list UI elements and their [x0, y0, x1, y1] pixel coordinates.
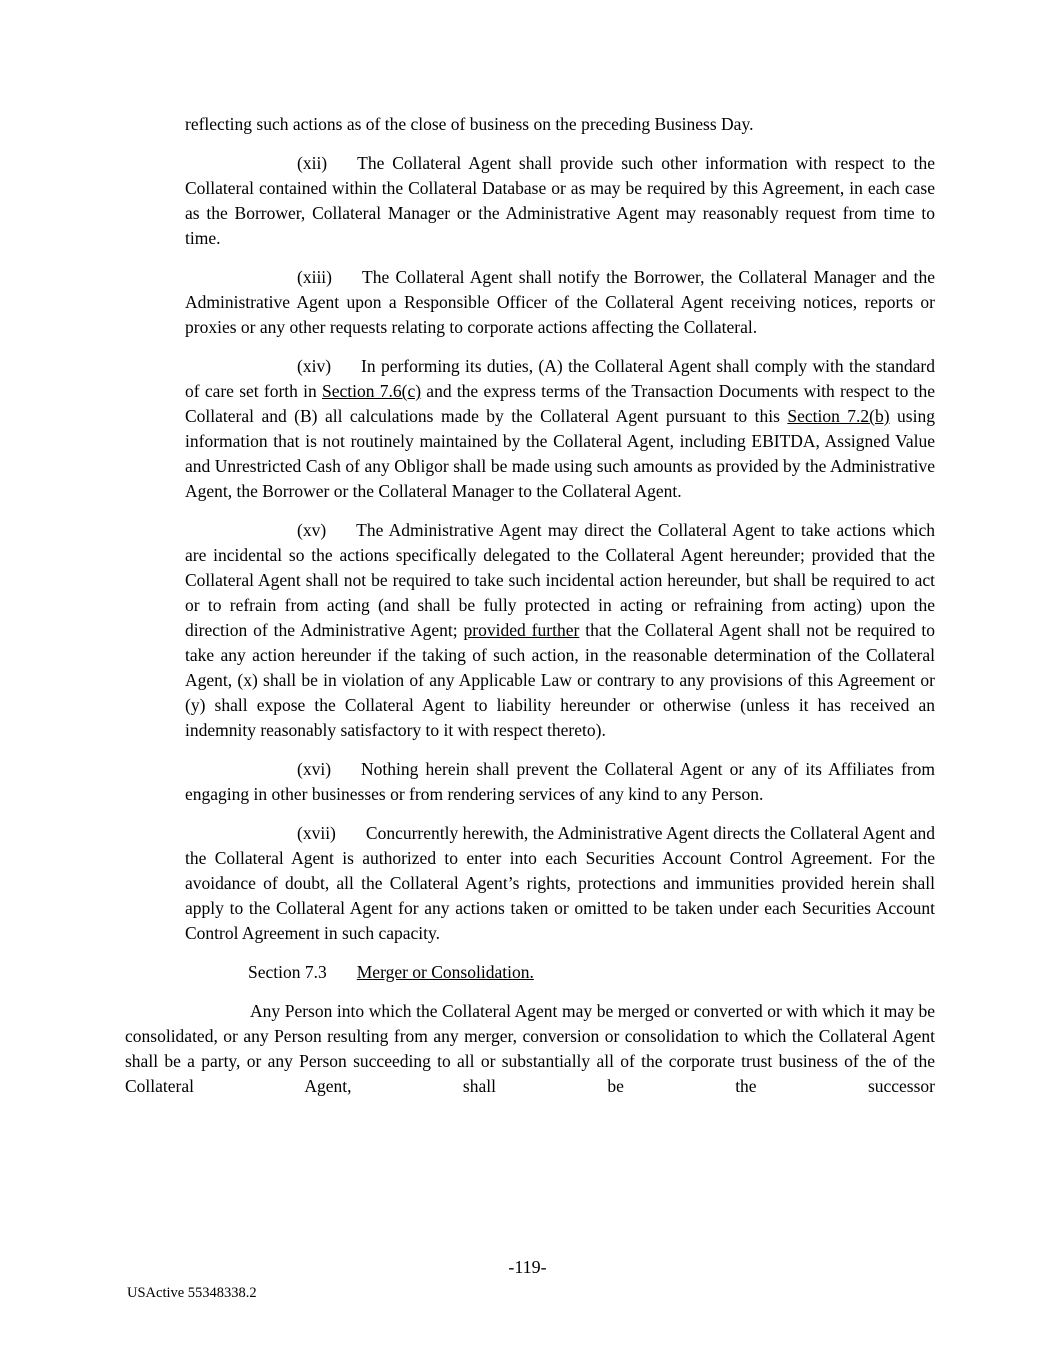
para-continuation: reflecting such actions as of the close of business on the preceding Business Day.: [185, 114, 754, 134]
section-7-3-heading: Section 7.3 Merger or Consolidation.: [248, 962, 534, 982]
para-clause-xiv: (xiv) In performing its duties, (A) the Collateral Agent shall comply with the standard of care set forth in Section 7.6(c) and the express terms of the Transaction Documents with respect to the Collateral and (B) all calculations made by the Collateral Agent pursuant to this Section 7.2(b) using information that is not routinely maintained by the Collateral Agent, including EBITDA, Assigned Value and Unrestricted Cash of any Obligor shall be made using such amounts as provided by the Administrative Agent, the Borrower or the Collateral Manager to the Collateral Agent.: [185, 356, 936, 501]
para-clause-xvii: (xvii) Concurrently herewith, the Administrative Agent directs the Collateral Agent and the Collateral Agent is authorized to enter into each Securities Account Control Agreement. For the avoidance of doubt, all the Collateral Agent’s rights, protections and immunities provided herein shall apply to the Collateral Agent for any actions taken or omitted to be taken under each Securities Account Control Agreement in such capacity.: [185, 823, 935, 943]
para-clause-xv: (xv) The Administrative Agent may direct the Collateral Agent to take actions which are incidental so the actions specifically delegated to the Collateral Agent hereunder; provided that the Collateral Agent shall not be required to take such incidental action hereunder, but shall be required to act or to refrain from acting (and shall be fully protected in acting or refraining from acting) upon the direction of the Administrative Agent; provided further that the Collateral Agent shall not be required to take any action hereunder if the taking of such action, in the reasonable determination of the Collateral Agent, (x) shall be in violation of any Applicable Law or contrary to any provisions of this Agreement or (y) shall expose the Collateral Agent to liability hereunder or otherwise (unless it has received an indemnity reasonably satisfactory to it with respect thereto).: [185, 520, 935, 740]
para-clause-xii: (xii) The Collateral Agent shall provide such other information with respect to the Collateral contained within the Collateral Database or as may be required by this Agreement, in each case as the Borrower, Collateral Manager or the Administrative Agent may reasonably request from time to time.: [185, 153, 935, 248]
para-clause-xvi: (xvi) Nothing herein shall prevent the Collateral Agent or any of its Affiliates from engaging in other businesses or from rendering services of any kind to any Person.: [185, 759, 935, 804]
document-body: [125, 112, 935, 1099]
para-clause-xiii: (xiii) The Collateral Agent shall notify the Borrower, the Collateral Manager and the Administrative Agent upon a Responsible Officer of the Collateral Agent receiving notices, reports or proxies or any other requests relating to corporate actions affecting the Collateral.: [185, 267, 935, 337]
document-id: USActive 55348338.2: [127, 1285, 257, 1301]
para-merger-consolidation: Any Person into which the Collateral Agent may be merged or converted or with which it may be consolidated, or any Person resulting from any merger, conversion or consolidation to which the Collateral Agent shall be a party, or any Person succeeding to all or substantially all of the corporate trust business of the of the Collateral Agent, shall be the successor: [125, 1001, 935, 1096]
page-number: -119-: [508, 1257, 547, 1277]
